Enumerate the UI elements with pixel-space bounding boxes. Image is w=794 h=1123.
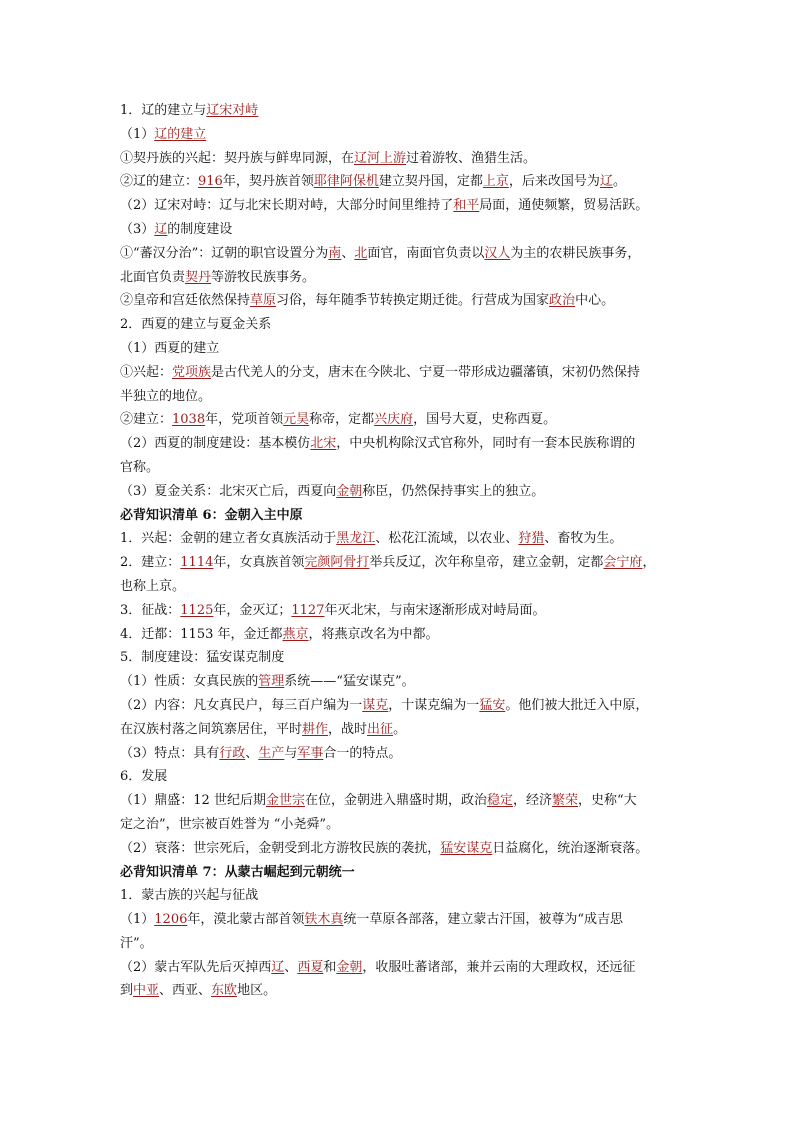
- section-heading: [120, 861, 690, 885]
- text-segment: 5．制度建设：猛安谋克制度: [120, 650, 285, 666]
- text-segment: 年，漠北蒙古部首领: [187, 912, 305, 928]
- underlined-keyword: 辽河上游: [354, 150, 407, 166]
- text-segment: 汗”。: [120, 935, 153, 951]
- text-segment: （2）辽宋对峙：辽与北宋长期对峙，大部分时间里维持了: [120, 198, 454, 214]
- text-segment: ，战时: [328, 721, 368, 737]
- underlined-keyword: 1114: [180, 555, 214, 571]
- text-segment: ②皇帝和宫廷依然保持: [120, 293, 251, 309]
- underlined-keyword: 北: [354, 245, 368, 261]
- text-segment: 、畜牧为生。: [544, 531, 623, 547]
- text-segment: 、: [341, 245, 355, 261]
- underlined-keyword: 铁木真: [304, 912, 344, 928]
- underlined-keyword: 军事: [297, 745, 324, 761]
- text-segment: 称帝，定都: [309, 412, 375, 428]
- text-segment: ，十谋克编为一: [388, 697, 480, 713]
- text-segment: （2）西夏的制度建设：基本模仿: [120, 436, 311, 452]
- text-line: [120, 956, 690, 980]
- underlined-keyword: 上京: [482, 174, 509, 190]
- text-line: [120, 742, 690, 766]
- text-segment: 。: [393, 721, 407, 737]
- text-segment: 4．迁都：1153 年，金迁都: [120, 626, 283, 642]
- underlined-keyword: 916: [198, 174, 223, 190]
- text-segment: ①兴起：: [120, 364, 173, 380]
- underlined-keyword: 金朝: [336, 483, 363, 499]
- text-segment: 合一的特点。: [323, 745, 402, 761]
- underlined-keyword: 1038: [172, 412, 206, 428]
- text-segment: （1）西夏的建立: [120, 340, 220, 356]
- text-line: [120, 242, 690, 266]
- text-segment: ，后来改国号为: [508, 174, 600, 190]
- text-line: [120, 623, 690, 647]
- text-line: [120, 147, 690, 171]
- text-line: [120, 123, 690, 147]
- text-segment: 年，契丹族首领: [222, 174, 314, 190]
- text-line: [120, 194, 690, 218]
- text-line: [120, 979, 690, 1003]
- text-segment: 面官，南面官负责以: [367, 245, 485, 261]
- text-segment: 举兵反辽，次年称皇帝，建立金朝，定都: [369, 555, 604, 571]
- text-segment: 官称。: [120, 459, 160, 475]
- text-segment: 年，女真族首领: [213, 555, 305, 571]
- text-segment: 必背知识清单 6：金朝入主中原: [120, 507, 303, 523]
- text-segment: ①契丹族的兴起：契丹族与鲜卑同源，在: [120, 150, 355, 166]
- underlined-keyword: 北宋: [310, 436, 337, 452]
- underlined-keyword: 元昊: [283, 412, 310, 428]
- text-line: [120, 694, 690, 718]
- text-segment: ，中央机构除汉式官称外，同时有一套本民族称谓的: [336, 436, 636, 452]
- text-segment: 系统——“猛安谋克”。: [284, 674, 415, 690]
- text-segment: 年，金灭辽；: [213, 602, 292, 618]
- underlined-keyword: 管理: [258, 674, 285, 690]
- text-segment: ，将燕京改名为中都。: [308, 626, 439, 642]
- underlined-keyword: 耶律阿保机: [313, 174, 379, 190]
- text-line: [120, 575, 690, 599]
- text-line: [120, 813, 690, 837]
- text-segment: 1．蒙古族的兴起与征战: [120, 888, 259, 904]
- text-segment: （3）: [120, 221, 155, 237]
- text-segment: 北面官负责: [120, 269, 186, 285]
- text-segment: 在汉族村落之间筑寨居住，平时: [120, 721, 303, 737]
- underlined-keyword: 会宁府: [603, 555, 643, 571]
- text-segment: 、: [245, 745, 259, 761]
- text-line: [120, 432, 690, 456]
- text-segment: （2）内容：凡女真民户，每三百户编为一: [120, 697, 363, 713]
- text-segment: （2）衰落：世宗死后，金朝受到北方游牧民族的袭扰，: [120, 840, 441, 856]
- text-segment: 、西亚、: [159, 983, 212, 999]
- underlined-keyword: 出征: [367, 721, 394, 737]
- section-heading: [120, 504, 690, 528]
- text-segment: 2．建立：: [120, 555, 181, 571]
- text-line: [120, 789, 690, 813]
- underlined-keyword: 草原: [250, 293, 277, 309]
- text-segment: ，收服吐蕃诸部，兼并云南的大理政权，还远征: [362, 959, 636, 975]
- underlined-keyword: 狩猎: [518, 531, 545, 547]
- text-segment: ②辽的建立：: [120, 174, 199, 190]
- text-line: [120, 99, 690, 123]
- text-segment: ，史称“大: [578, 793, 637, 809]
- underlined-keyword: 1125: [180, 602, 214, 618]
- text-segment: （3）特点：具有: [120, 745, 220, 761]
- text-segment: 3．征战：: [120, 602, 181, 618]
- underlined-keyword: 金朝: [336, 959, 363, 975]
- text-line: [120, 765, 690, 789]
- underlined-keyword: 契丹: [185, 269, 212, 285]
- text-segment: 年灭北宋，与南宋逐渐形成对峙局面。: [324, 602, 546, 618]
- text-line: [120, 289, 690, 313]
- text-segment: ①“蕃汉分治”：辽朝的职官设置分为: [120, 245, 329, 261]
- text-line: [120, 646, 690, 670]
- underlined-keyword: 行政: [219, 745, 246, 761]
- text-line: [120, 385, 690, 409]
- text-segment: 6．发展: [120, 769, 168, 785]
- underlined-keyword: 谋克: [362, 697, 389, 713]
- underlined-keyword: 猛安: [479, 697, 506, 713]
- text-segment: （1）: [120, 912, 155, 928]
- text-segment: 和: [323, 959, 337, 975]
- underlined-keyword: 辽: [599, 174, 613, 190]
- text-line: [120, 884, 690, 908]
- text-segment: 等游牧民族事务。: [211, 269, 316, 285]
- text-line: [120, 408, 690, 432]
- text-segment: ②建立：: [120, 412, 173, 428]
- text-line: [120, 337, 690, 361]
- text-segment: 习俗，每年随季节转换定期迁徙。行营成为国家: [276, 293, 550, 309]
- text-line: [120, 218, 690, 242]
- text-segment: （1）鼎盛：12 世纪后期: [120, 793, 266, 809]
- underlined-keyword: 稳定: [486, 793, 513, 809]
- text-segment: 的制度建设: [167, 221, 233, 237]
- document-body: [120, 99, 690, 1003]
- underlined-keyword: 1127: [291, 602, 325, 618]
- text-line: [120, 480, 690, 504]
- underlined-keyword: 辽: [154, 221, 168, 237]
- underlined-keyword: 辽的建立: [154, 126, 207, 142]
- text-segment: 2．西夏的建立与夏金关系: [120, 317, 272, 333]
- underlined-keyword: 南: [328, 245, 342, 261]
- text-segment: 、松花江流域，以农业、: [375, 531, 519, 547]
- text-segment: 过着游牧、渔猎生活。: [406, 150, 537, 166]
- text-segment: 、: [284, 959, 298, 975]
- underlined-keyword: 和平: [453, 198, 480, 214]
- text-segment: 定之治”，世宗被百姓誉为 “小尧舜”。: [120, 816, 340, 832]
- underlined-keyword: 1206: [154, 912, 188, 928]
- underlined-keyword: 耕作: [302, 721, 329, 737]
- text-segment: 日益腐化，统治逐渐衰落。: [492, 840, 649, 856]
- text-line: [120, 908, 690, 932]
- text-segment: 与: [284, 745, 298, 761]
- underlined-keyword: 黑龙江: [336, 531, 376, 547]
- text-line: [120, 361, 690, 385]
- underlined-keyword: 燕京: [282, 626, 309, 642]
- underlined-keyword: 辽: [271, 959, 285, 975]
- text-segment: 地区。: [237, 983, 277, 999]
- text-segment: 为主的农耕民族事务，: [510, 245, 641, 261]
- underlined-keyword: 繁荣: [552, 793, 579, 809]
- underlined-keyword: 完颜阿骨打: [304, 555, 370, 571]
- underlined-keyword: 西夏: [297, 959, 324, 975]
- text-segment: 。他们被大批迁入中原，: [505, 697, 649, 713]
- text-line: [120, 527, 690, 551]
- text-segment: 到: [120, 983, 134, 999]
- text-line: [120, 670, 690, 694]
- underlined-keyword: 生产: [258, 745, 285, 761]
- text-line: [120, 313, 690, 337]
- text-segment: 称臣，仍然保持事实上的独立。: [362, 483, 545, 499]
- text-segment: 局面，通使频繁，贸易活跃。: [479, 198, 649, 214]
- text-segment: 也称上京。: [120, 578, 186, 594]
- text-line: [120, 932, 690, 956]
- underlined-keyword: 东欧: [211, 983, 238, 999]
- text-line: [120, 837, 690, 861]
- text-segment: 1．兴起：金朝的建立者女真族活动于: [120, 531, 337, 547]
- text-segment: （1）: [120, 126, 155, 142]
- text-segment: （1）性质：女真民族的: [120, 674, 259, 690]
- text-segment: 在位，金朝进入鼎盛时期，政治: [304, 793, 487, 809]
- text-segment: 建立契丹国，定都: [378, 174, 483, 190]
- text-segment: ，国号大夏，史称西夏。: [413, 412, 557, 428]
- text-line: [120, 599, 690, 623]
- underlined-keyword: 汉人: [484, 245, 511, 261]
- text-segment: ，经济: [513, 793, 553, 809]
- underlined-keyword: 政治: [549, 293, 576, 309]
- underlined-keyword: 兴庆府: [374, 412, 414, 428]
- text-segment: 是古代羌人的分支，唐末在今陕北、宁夏一带形成边疆藩镇，宋初仍然保持: [211, 364, 641, 380]
- text-segment: 1．辽的建立与: [120, 103, 207, 118]
- text-segment: 。: [612, 174, 626, 190]
- text-line: [120, 456, 690, 480]
- underlined-keyword: 猛安谋克: [440, 840, 493, 856]
- text-segment: 半独立的地位。: [120, 388, 212, 404]
- underlined-keyword: 中亚: [133, 983, 160, 999]
- underlined-keyword: 金世宗: [265, 793, 305, 809]
- underlined-keyword: 辽宋对峙: [206, 103, 259, 118]
- text-line: [120, 266, 690, 290]
- text-line: [120, 170, 690, 194]
- text-line: [120, 551, 690, 575]
- text-segment: 年，党项首领: [205, 412, 284, 428]
- text-line: [120, 718, 690, 742]
- text-segment: 中心。: [575, 293, 615, 309]
- text-segment: （3）夏金关系：北宋灭亡后，西夏向: [120, 483, 337, 499]
- text-segment: 必背知识清单 7：从蒙古崛起到元朝统一: [120, 864, 355, 880]
- text-segment: 统一草原各部落，建立蒙古汗国，被尊为“成吉思: [343, 912, 624, 928]
- text-segment: ，: [642, 555, 656, 571]
- underlined-keyword: 党项族: [172, 364, 212, 380]
- text-segment: （2）蒙古军队先后灭掉西: [120, 959, 272, 975]
